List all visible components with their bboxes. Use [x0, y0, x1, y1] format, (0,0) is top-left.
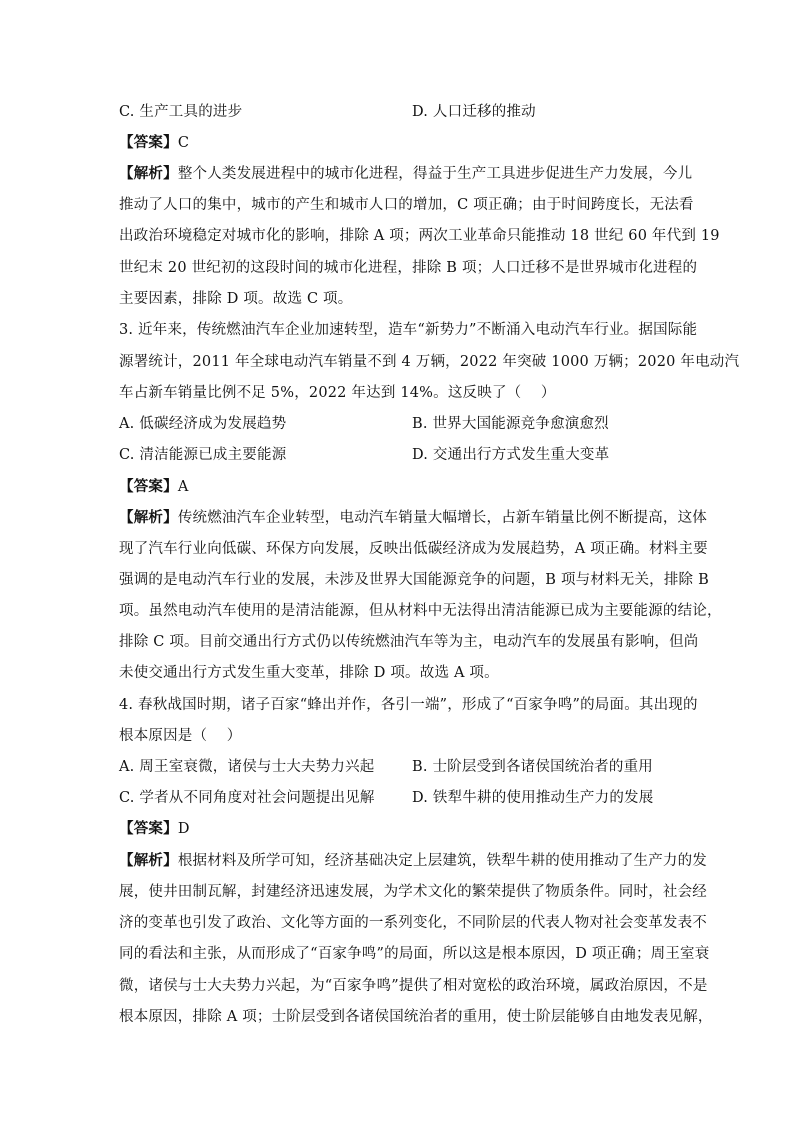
q3-analysis-line: 强调的是电动汽车行业的发展，未涉及世界大国能源竞争的问题，B 项与材料无关，排除 B: [119, 572, 709, 588]
q4-option-b: B. 士阶层受到各诸侯国统治者的重用: [412, 759, 653, 775]
q4-stem-line: 根本原因是（ ）: [119, 728, 242, 744]
q2-analysis-line: 推动了人口的集中，城市的产生和城市人口的增加，C 项正确；由于时间跨度长，无法看: [119, 197, 694, 213]
q3-analysis-line: 【解析】传统燃油汽车企业转型，电动汽车销量大幅增长，占新车销量比例不断提高，这体: [119, 509, 708, 526]
q4-analysis-line: 微，诸侯与士大夫势力兴起，为“百家争鸣”提供了相对宽松的政治环境，属政治原因，不是: [119, 978, 708, 994]
q3-option-c: C. 清洁能源已成主要能源: [119, 447, 287, 463]
q3-stem-line: 3. 近年来，传统燃油汽车企业加速转型，造车“新势力”不断涌入电动汽车行业。据国际能: [119, 322, 698, 338]
q3-option-d: D. 交通出行方式发生重大变革: [412, 447, 610, 463]
q4-answer: [119, 819, 190, 839]
q2-analysis-line: 主要因素，排除 D 项。故选 C 项。: [119, 291, 353, 307]
answer-label: 【答案】: [119, 820, 178, 837]
q4-analysis-line: 根本原因，排除 A 项；士阶层受到各诸侯国统治者的重用，使士阶层能够自由地发表见解，: [119, 1009, 713, 1025]
answer-value: A: [177, 479, 189, 495]
answer-label: 【答案】: [119, 134, 178, 151]
q4-analysis-line: 展，使井田制瓦解，封建经济迅速发展，为学术文化的繁荣提供了物质条件。同时，社会经: [119, 884, 707, 900]
answer-label: 【答案】: [119, 478, 178, 495]
q4-option-c: C. 学者从不同角度对社会问题提出见解: [119, 790, 375, 806]
answer-value: D: [177, 821, 190, 837]
q3-stem-line: 车占新车销量比例不足 5%，2022 年达到 14%。这反映了（ ）: [119, 385, 556, 401]
q2-option-c: C. 生产工具的进步: [119, 104, 243, 120]
q4-stem-line: 4. 春秋战国时期，诸子百家“蜂出并作，各引一端”，形成了“百家争鸣”的局面。其出现的: [119, 697, 698, 713]
analysis-label: 【解析】: [119, 509, 178, 526]
q3-option-b: B. 世界大国能源竞争愈演愈烈: [412, 416, 609, 432]
q2-analysis-line: 【解析】整个人类发展进程中的城市化进程，得益于生产工具进步促进生产力发展，今儿: [119, 165, 693, 182]
q2-analysis-line: 出政治环境稳定对城市化的影响，排除 A 项；两次工业革命只能推动 18 世纪 60 年代到 19: [119, 228, 720, 244]
q3-analysis-line: 未使交通出行方式发生重大变革，排除 D 项。故选 A 项。: [119, 665, 499, 681]
q4-analysis-line: 【解析】根据材料及所学可知，经济基础决定上层建筑，铁犁牛耕的使用推动了生产力的发: [119, 852, 708, 869]
answer-value: C: [177, 135, 190, 151]
q2-answer: [119, 133, 189, 153]
analysis-label: 【解析】: [119, 852, 178, 869]
q4-option-d: D. 铁犁牛耕的使用推动生产力的发展: [412, 790, 654, 806]
q4-analysis-line: 济的变革也引发了政治、文化等方面的一系列变化，不同阶层的代表人物对社会变革发表不: [119, 915, 707, 931]
q2-analysis-line: 世纪末 20 世纪初的这段时间的城市化进程，排除 B 项；人口迁移不是世界城市化进程的: [119, 260, 698, 276]
q3-answer: [119, 477, 188, 497]
q3-stem-line: 源署统计，2011 年全球电动汽车销量不到 4 万辆，2022 年突破 1000 万辆；2020 年电动汽: [119, 354, 740, 370]
analysis-label: 【解析】: [119, 165, 178, 182]
q3-option-a: A. 低碳经济成为发展趋势: [119, 416, 287, 432]
q4-analysis-line: 同的看法和主张，从而形成了“百家争鸣”的局面，所以这是根本原因，D 项正确；周王室衰: [119, 946, 710, 962]
q3-analysis-line: 项。虽然电动汽车使用的是清洁能源，但从材料中无法得出清洁能源已成为主要能源的结论，: [119, 603, 722, 619]
q2-option-d: D. 人口迁移的推动: [412, 104, 536, 120]
q4-option-a: A. 周王室衰微，诸侯与士大夫势力兴起: [119, 759, 375, 775]
q3-analysis-line: 排除 C 项。目前交通出行方式仍以传统燃油汽车等为主，电动汽车的发展虽有影响，但尚: [119, 634, 699, 650]
q3-analysis-line: 现了汽车行业向低碳、环保方向发展，反映出低碳经济成为发展趋势，A 项正确。材料主要: [119, 541, 708, 557]
